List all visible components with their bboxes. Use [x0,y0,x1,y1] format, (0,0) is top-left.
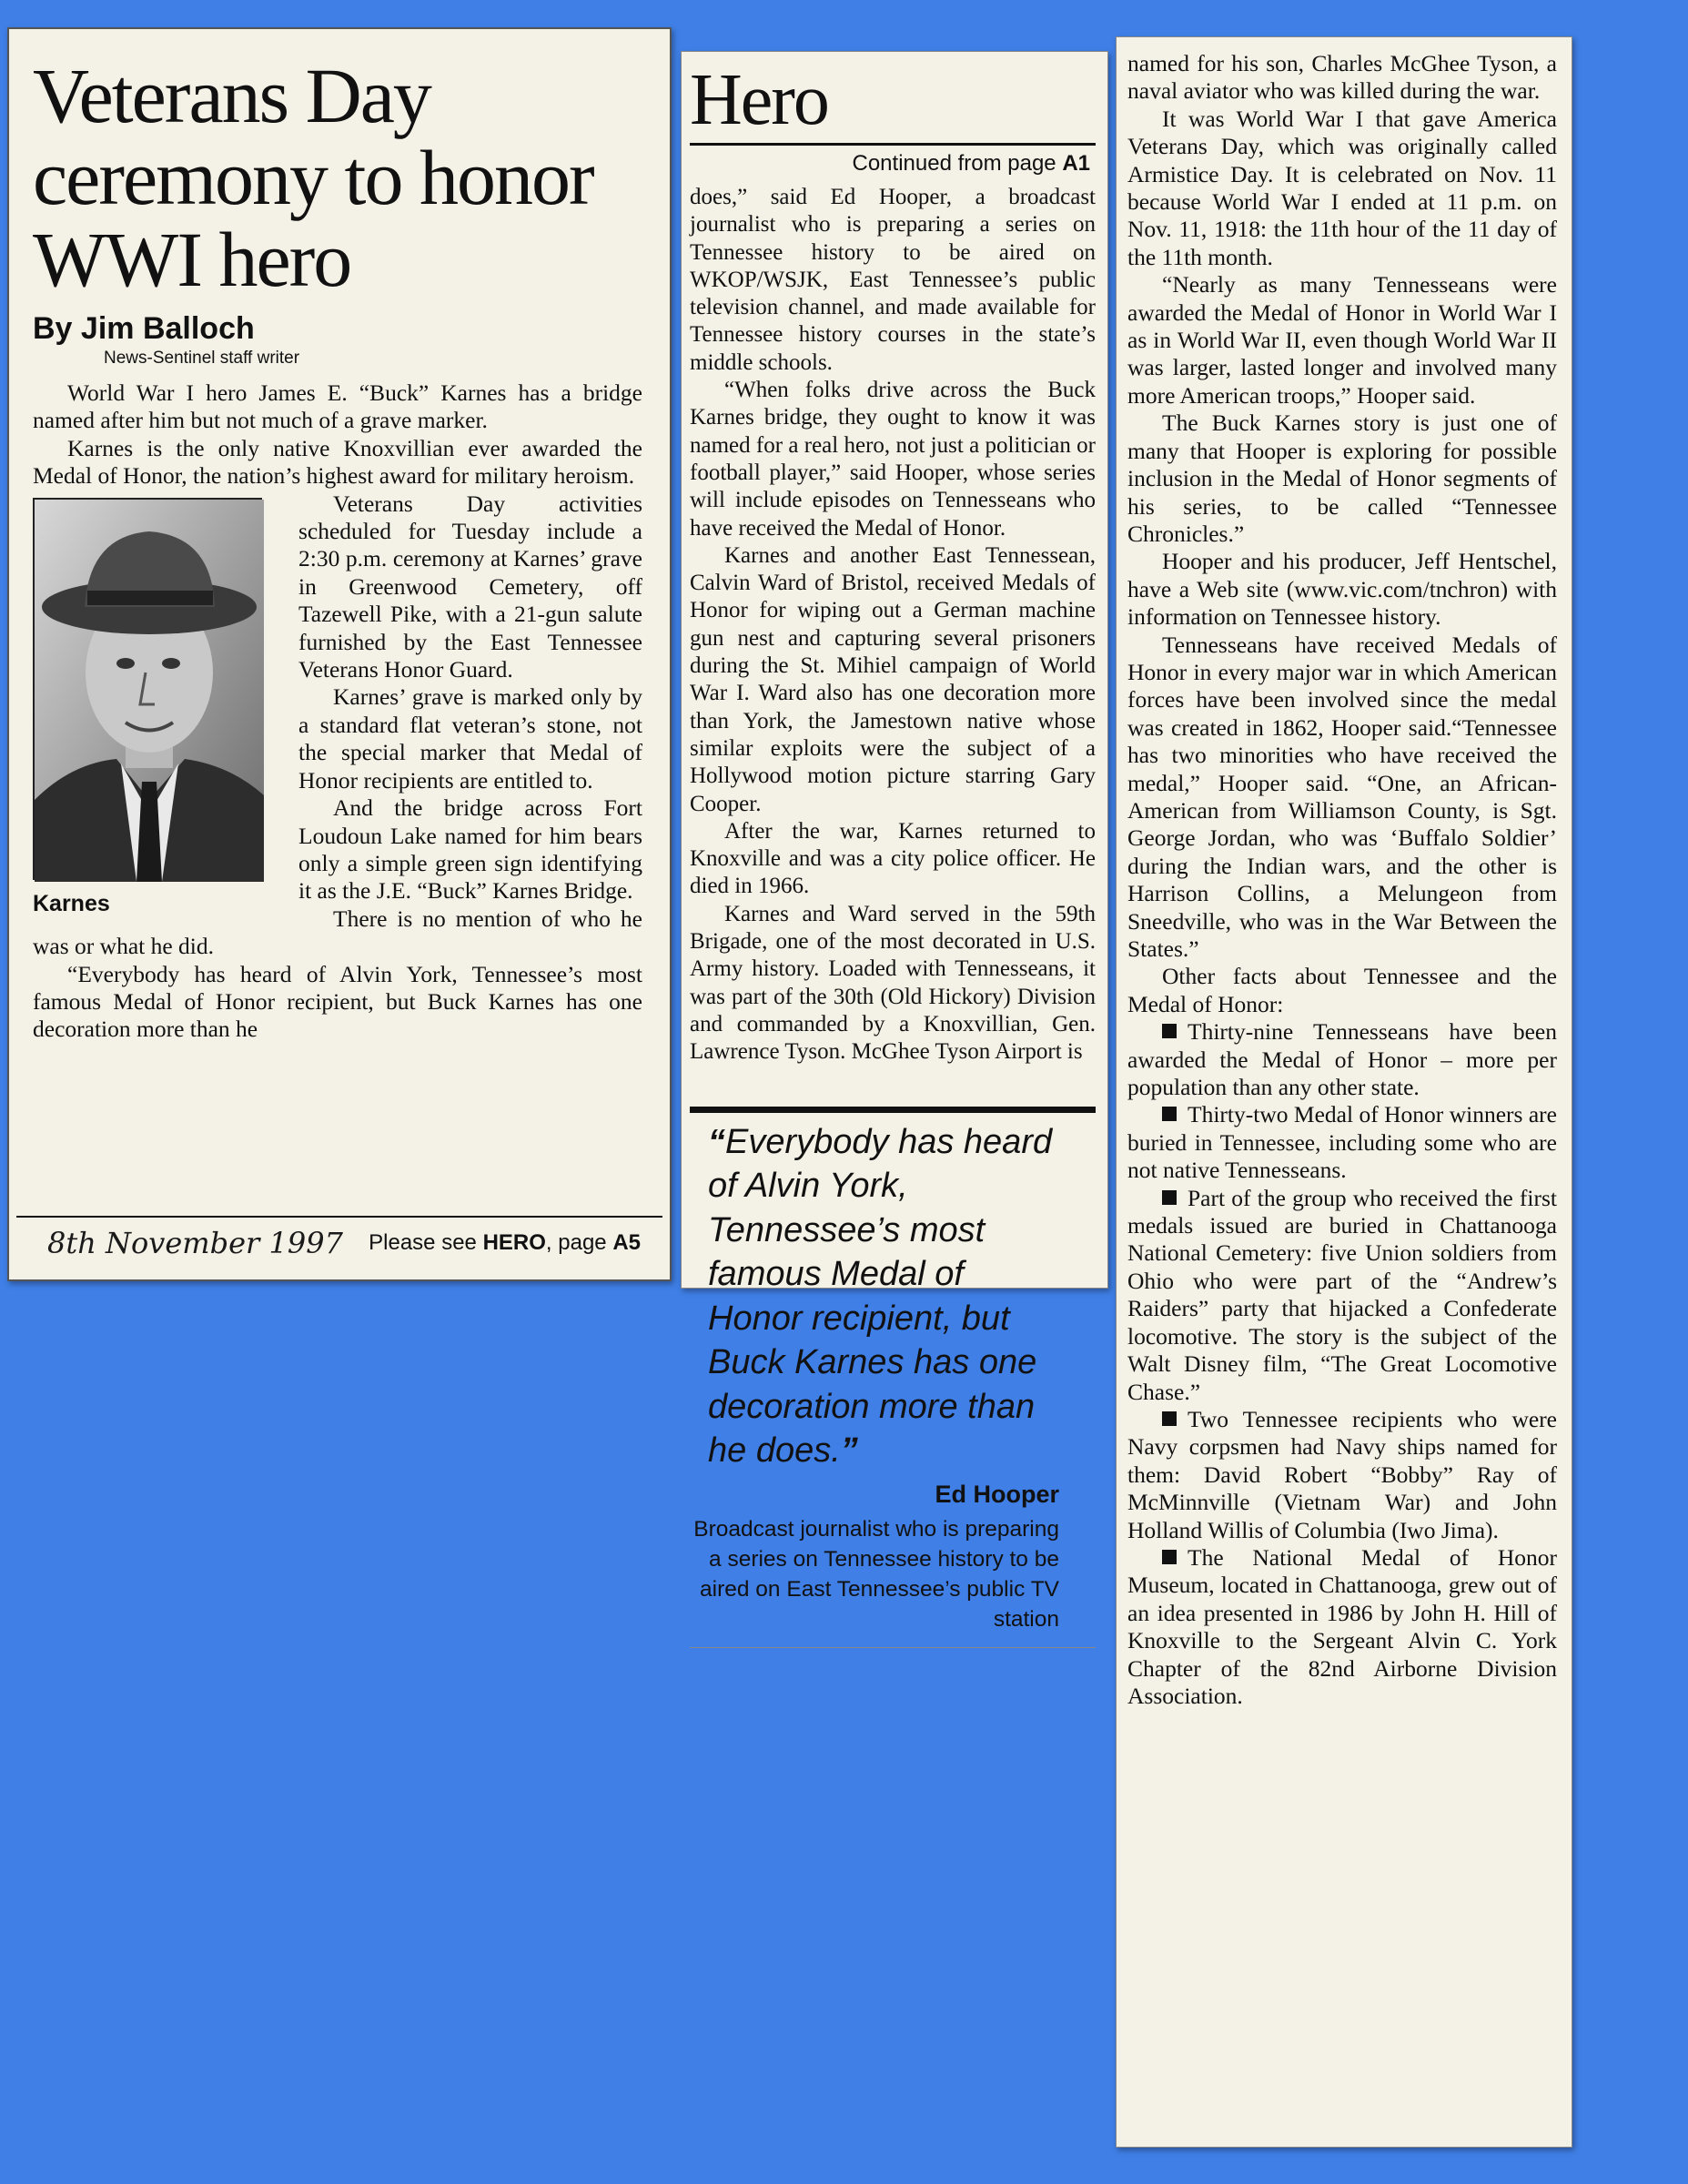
square-bullet-icon [1162,1107,1177,1121]
pull-quote-body: Everybody has heard of Alvin York, Tennessee’s most famous Medal of Honor recipient, but Buck Karnes has one decoration more than he does. [708,1122,1053,1470]
final-column-clipping [1116,36,1572,2148]
square-bullet-icon [1162,1190,1177,1205]
paragraph: Karnes is the only native Knoxvillian ever awarded the Medal of Honor, the nation’s highest award for military heroism. [33,434,642,490]
final-column-text [1127,50,1557,1710]
paragraph: Karnes and another East Tennessean, Calvin Ward of Bristol, received Medals of Honor for wiping out a German machine gun nest and capturing several prisoners during the St. Mihiel campaign of World War I. Ward also has one decoration more than York, the Jamestown native whose similar exploits were the subject of a Hollywood motion picture starring Gary Cooper. [690,542,1096,816]
square-bullet-icon [1162,1550,1177,1564]
bullet-item [1127,1018,1557,1101]
clip-footer [16,1216,662,1269]
continuation-text [690,184,1096,1067]
continuation-body [690,59,1096,1648]
paragraph: Karnes and Ward served in the 59th Brigade, one of the most decorated in U.S. Army history. Loaded with Tennesseans, it was part of the 30th (Old Hickory) Division and commanded by a Knoxvillian, Gen. Lawrence Tyson. McGhee Tyson Airport is [690,901,1096,1065]
paragraph: World War I hero James E. “Buck” Karnes has a bridge named after him but not much of a grave marker. [33,379,642,434]
paragraph: “When folks drive across the Buck Karnes bridge, they ought to know it was named for a real hero, not just a politician or football player,” said Hooper, whose series will include episodes on Tennesseans who have received the Medal of Honor. [690,378,1096,541]
staff-line: News-Sentinel staff writer [104,349,300,368]
continuation-page: A5 [612,1230,641,1255]
continuation-keyword: HERO [482,1230,546,1255]
square-bullet-icon [1162,1024,1177,1038]
paragraph: The Buck Karnes story is just one of many that Hooper is exploring for possible inclusion in the Medal of Honor segments of his series, to be called “Tennessee Chronicles.” [1127,410,1557,547]
open-quote-mark: “ [708,1122,725,1161]
continuation-clipping [681,51,1108,1632]
continuation-ref [369,1230,641,1256]
bullet-item [1127,1406,1557,1544]
paragraph: “Nearly as many Tennesseans were awarded the Medal of Honor in World War I as in World War II, even though World War II was larger, lasted longer and involved many more American troops,” Hooper said. [1127,271,1557,409]
paragraph: does,” said Ed Hooper, a broadcast journalist who is preparing a series on Tennessee history to be aired on WKOP/WSJK, East Tennessee’s public television channel, and made available for Tennessee history courses in the state’s middle schools. [690,185,1096,375]
article-body [33,52,642,1044]
bullet-text: Thirty-nine Tennesseans have been awarded the Medal of Honor – more per population than any other state. [1127,1018,1557,1101]
paragraph: Veterans Day activities scheduled for Tuesday include a 2:30 p.m. ceremony at Karnes’ grave in Greenwood Cemetery, off Tazewell Pike, with a 21-gun salute furnished by the East Tennessee Veterans Honor Guard. [298,490,642,683]
bullet-text: Part of the group who received the first medals issued are buried in Chattanooga National Cemetery: five Union soldiers from Ohio who were part of the “Andrew’s Raiders” party that hijacked a Confederate locomotive. The story is the subject of the Walt Disney film, “The Great Locomotive Chase.” [1127,1184,1557,1405]
paragraph: After the war, Karnes returned to Knoxville and was a city police officer. He died in 1966. [690,818,1096,899]
bullet-item [1127,1101,1557,1184]
paragraph: Karnes’ grave is marked only by a standard flat veteran’s stone, not the special marker that Medal of Honor recipients are entitled to. [298,683,642,794]
square-bullet-icon [1162,1411,1177,1426]
continuation-prefix: Please see [369,1230,483,1255]
pull-quote-attribution: Ed Hooper [935,1480,1059,1508]
continuation-heading: Hero [690,60,828,140]
close-quote-mark: ” [840,1431,858,1470]
portrait-illustration [35,500,264,882]
bullet-text: The National Medal of Honor Museum, located in Chattanooga, grew out of an idea presented in 1986 by John H. Hill of Knoxville to the Sergeant Alvin C. York Chapter of the 82nd Airborne Division Association. [1127,1543,1557,1709]
bullet-text: Thirty-two Medal of Honor winners are buried in Tennessee, including some who are not native Tennesseans. [1127,1101,1557,1184]
headline: Veterans Day ceremony to honor WWI hero [33,52,593,303]
paragraph: Hooper and his producer, Jeff Hentschel, have a Web site (www.vic.com/tnchron) with information on Tennessee history. [1127,548,1557,631]
photo-block [33,498,278,925]
bullet-text: Two Tennessee recipients who were Navy corpsmen had Navy ships named for them: David Robert “Bobby” Ray of McMinnville (Vietnam War) and John Holland Willis of Columbia (Iwo Jima). [1127,1405,1557,1543]
pull-quote-rule [690,1647,1096,1648]
continued-from [690,151,1096,177]
paragraph: named for his son, Charles McGhee Tyson, a naval aviator who was killed during the war. [1127,50,1557,105]
article-text [33,379,642,1044]
paragraph: There is no mention of who he was or what he did. [33,905,642,960]
handwritten-date: 8th November 1997 [47,1226,343,1260]
pull-quote-description: Broadcast journalist who is preparing a series on Tennessee history to be aired on East Tennessee’s public TV station [693,1516,1059,1632]
paragraph: It was World War I that gave America Veterans Day, which was originally called Armistice Day. It is celebrated on Nov. 11 because World War I ended at 11 p.m. on Nov. 11, 1918: the 11th hour of the 11 day of the 11th month. [1127,105,1557,270]
heading-rule [690,143,1096,146]
continuation-mid: , page [545,1230,613,1255]
pull-quote-text [690,1120,1063,1473]
front-page-clipping [7,27,672,1281]
byline: By Jim Balloch [33,311,255,346]
paragraph: Other facts about Tennessee and the Medal of Honor: [1127,963,1557,1017]
paragraph: And the bridge across Fort Loudoun Lake named for him bears only a simple green sign identifying it as the J.E. “Buck” Karnes Bridge. [298,794,642,905]
continued-page: A1 [1062,151,1090,176]
paragraph: “Everybody has heard of Alvin York, Tennessee’s most famous Medal of Honor recipient, but Buck Karnes has one decoration more than he [33,960,642,1043]
bullet-item [1127,1185,1557,1406]
photo-caption: Karnes [33,890,110,916]
pull-quote [690,1107,1096,1648]
bullet-item [1127,1544,1557,1710]
portrait-photo [33,498,262,880]
continued-prefix: Continued from page [852,151,1063,176]
paragraph: Tennesseans have received Medals of Honor in every major war in which American forces have been involved since the medal was created in 1862, Hooper said.“Tennessee has two minorities who have received the medal,” Hooper said. “One, an African-American from Williamson County, is Sgt. George Jordan, who was ‘Buffalo Soldier’ during the Indian wars, and the other is Harrison Collins, a Melungeon from Sneedville, who was in the War Between the States.” [1127,631,1557,962]
